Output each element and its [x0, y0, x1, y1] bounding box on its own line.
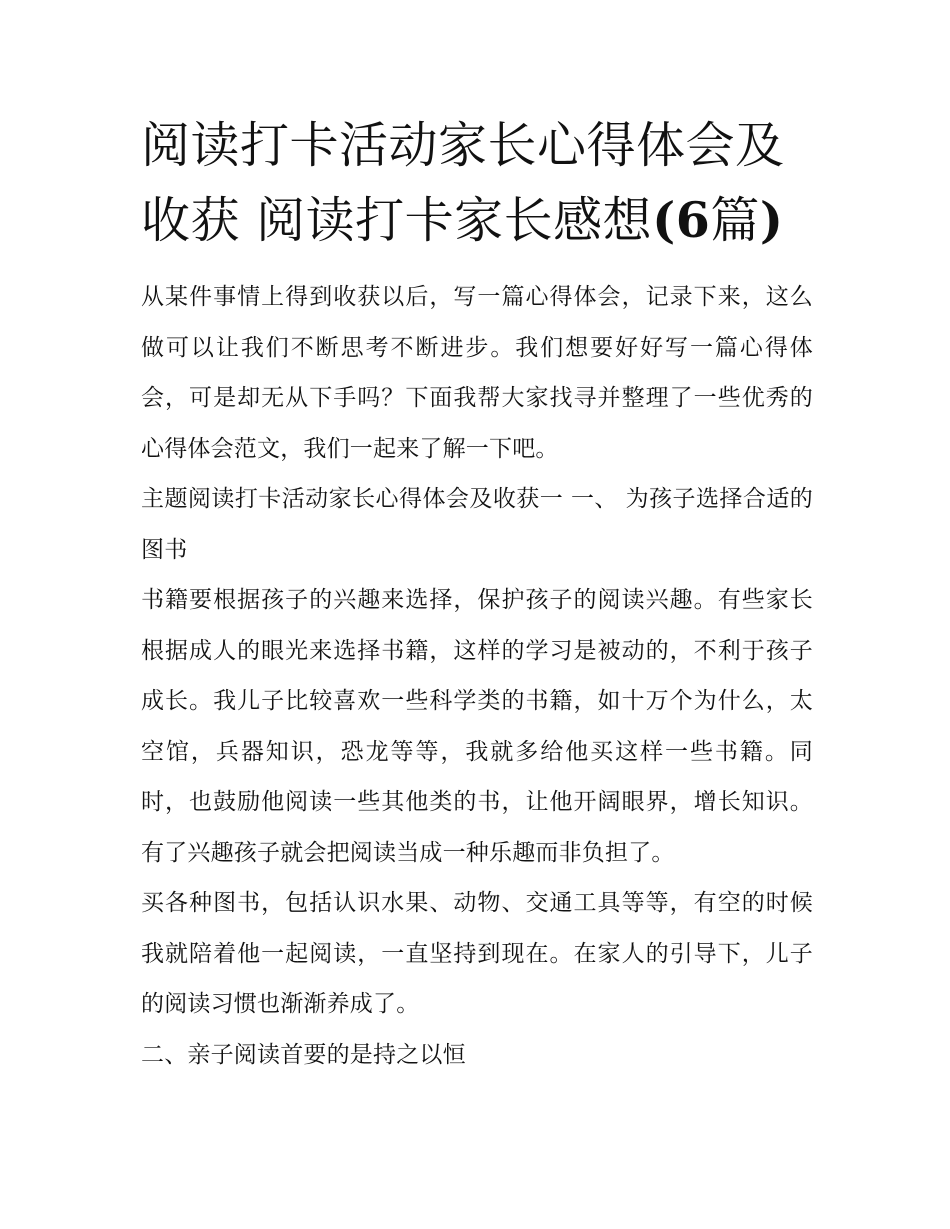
body-paragraph: 书籍要根据孩子的兴趣来选择，保护孩子的阅读兴趣。有些家长根据成人的眼光来选择书籍，这样的学习是被动的，不利于孩子成长。我儿子比较喜欢一些科学类的书籍，如十万个为什么，太空馆，兵器知识，恐龙等等，我就多给他买这样一些书籍。同时，也鼓励他阅读一些其他类的书，让他开阔眼界，增长知识。有了兴趣孩子就会把阅读当成一种乐趣而非负担了。: [141, 587, 813, 866]
section-heading-2: 二、亲子阅读首要的是持之以恒: [141, 1041, 466, 1068]
section-heading-1: 主题阅读打卡活动家长心得体会及收获一 一、 为孩子选择合适的图书: [141, 486, 813, 563]
intro-paragraph: 从某件事情上得到收获以后，写一篇心得体会，记录下来，这么做可以让我们不断思考不断进步。我们想要好好写一篇心得体会，可是却无从下手吗？下面我帮大家找寻并整理了一些优秀的心得体会范文，我们一起来了解一下吧。: [141, 284, 813, 462]
document-title: 阅读打卡活动家长心得体会及收获 阅读打卡家长感想(6篇): [141, 117, 785, 249]
body-paragraph: 买各种图书，包括认识水果、动物、交通工具等等，有空的时候我就陪着他一起阅读，一直坚持到现在。在家人的引导下，儿子的阅读习惯也渐渐养成了。: [141, 890, 813, 1017]
document-body: [141, 272, 813, 1080]
document-page: [141, 108, 813, 1080]
